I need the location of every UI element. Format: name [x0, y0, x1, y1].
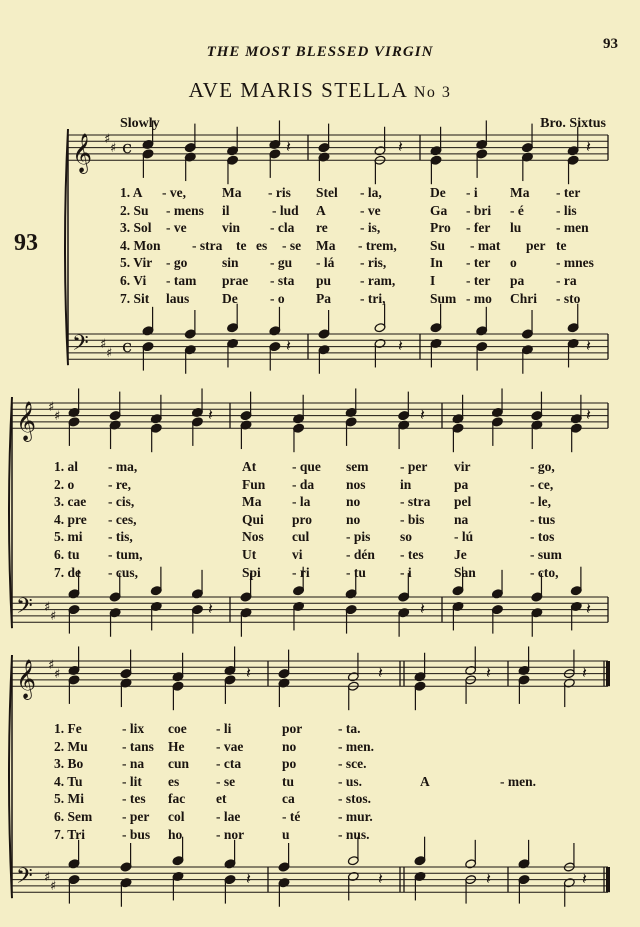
- lyric-syllable: - té: [282, 809, 301, 824]
- lyric-syllable: - tis,: [108, 529, 133, 545]
- system-3-bass-rest: 𝄽: [582, 869, 587, 888]
- lyric-syllable: - sce.: [338, 756, 367, 772]
- system-2-rest: 𝄽: [208, 405, 213, 424]
- lyric-syllable: - gu: [270, 255, 293, 271]
- lyric-syllable: po: [282, 756, 297, 772]
- lyric-syllable: pu: [316, 273, 332, 288]
- lyric-syllable: - tum,: [108, 547, 143, 562]
- lyric-syllable: 7. Tri: [54, 826, 86, 842]
- system-3-bass-rest: 𝄽: [486, 869, 491, 888]
- lyric-syllable: na: [454, 511, 469, 527]
- lyric-syllable: - pis: [346, 529, 371, 545]
- lyric-syllable: - go: [166, 255, 188, 271]
- lyric-syllable: - na: [122, 756, 145, 772]
- lyric-syllable: 3. cae: [54, 494, 87, 510]
- running-title: THE MOST BLESSED VIRGIN: [206, 44, 434, 60]
- lyric-syllable: - la,: [360, 185, 382, 200]
- lyric-syllable: - que: [292, 459, 321, 474]
- system-2-bass-rest: 𝄽: [586, 599, 591, 618]
- lyric-syllable: - é: [510, 202, 524, 218]
- system-2-rest: 𝄽: [586, 405, 591, 424]
- tempo-marking: Slowly: [120, 116, 160, 131]
- lyric-syllable: il: [222, 202, 230, 218]
- system-3-rest: 𝄽: [246, 663, 251, 682]
- lyric-syllable: sem: [346, 459, 369, 474]
- system-2-rest: 𝄽: [420, 405, 425, 424]
- system-1-bass-sharp-f: ♯: [100, 337, 107, 352]
- lyric-syllable: laus: [166, 290, 190, 306]
- system-1-rest: 𝄽: [398, 137, 403, 156]
- lyric-syllable: u: [282, 826, 290, 842]
- lyric-syllable: - per: [122, 809, 150, 824]
- lyric-syllable: pel: [454, 494, 472, 510]
- lyric-syllable: - cis,: [108, 494, 135, 510]
- system-2-bass-rest: 𝄽: [208, 599, 213, 618]
- lyric-syllable: 6. Vi: [120, 273, 147, 288]
- lyric-syllable: sin: [222, 255, 239, 271]
- lyric-syllable: - i: [466, 185, 478, 200]
- lyric-syllable: - sta: [270, 273, 295, 288]
- lyric-syllable: - tam: [166, 273, 197, 288]
- lyric-syllable: - ra: [556, 273, 577, 288]
- lyric-syllable: - ter: [556, 185, 581, 200]
- system-1-sharp-f: ♯: [104, 132, 111, 147]
- lyric-syllable: - ter: [466, 255, 491, 271]
- lyric-syllable: 4. Tu: [54, 773, 83, 789]
- lyric-syllable: - mur.: [338, 809, 373, 824]
- lyric-syllable: - se: [216, 773, 236, 789]
- lyric-syllable: Spi: [242, 564, 261, 580]
- lyric-syllable: - ris: [268, 185, 291, 200]
- lyric-syllable: - mnes: [556, 255, 594, 271]
- lyric-syllable: - o: [270, 290, 285, 306]
- lyric-syllable: por: [282, 721, 303, 736]
- system-1-bass-time-signature: c: [122, 336, 133, 357]
- lyric-syllable: Pa: [316, 290, 331, 306]
- lyric-syllable: - lá: [316, 255, 335, 271]
- lyric-syllable: fac: [168, 791, 186, 807]
- lyric-syllable: 2. Mu: [54, 738, 88, 754]
- lyric-syllable: - nus.: [338, 826, 370, 842]
- lyric-syllable: - lud: [272, 202, 299, 218]
- lyric-syllable: ho: [168, 826, 183, 842]
- lyric-syllable: Qui: [242, 511, 264, 527]
- lyric-syllable: 5. mi: [54, 529, 83, 545]
- lyric-syllable: - nor: [216, 826, 245, 842]
- system-1-rest: 𝄽: [586, 137, 591, 156]
- lyric-syllable: - li: [216, 721, 232, 736]
- lyric-syllable: 2. Su: [120, 202, 149, 218]
- lyric-syllable: Je: [454, 547, 467, 562]
- lyric-syllable: - stos.: [338, 791, 371, 807]
- lyric-syllable: - ve: [166, 220, 187, 236]
- lyric-syllable: vir: [454, 459, 471, 474]
- lyric-syllable: 1. Fe: [54, 721, 82, 736]
- system-3-bass-sharp-c: ♯: [50, 879, 57, 894]
- lyric-syllable: so: [400, 529, 413, 545]
- lyric-syllable: te: [556, 237, 567, 253]
- lyric-syllable: - bri: [466, 202, 492, 218]
- lyric-syllable: coe: [168, 721, 187, 736]
- system-2-bass-clef: 𝄢: [16, 594, 33, 624]
- lyric-syllable: es: [168, 773, 180, 789]
- lyric-syllable: - men: [556, 220, 589, 236]
- lyric-syllable: In: [430, 255, 443, 271]
- lyric-syllable: 1. A: [120, 185, 143, 200]
- lyric-syllable: At: [242, 459, 257, 474]
- amen-syllable: - men.: [500, 773, 536, 789]
- lyric-syllable: Ma: [222, 185, 242, 200]
- system-3-bass-sharp-f: ♯: [44, 870, 51, 885]
- lyric-syllable: - cto,: [530, 564, 559, 580]
- system-1-bass-clef: 𝄢: [72, 331, 89, 361]
- lyric-syllable: 6. tu: [54, 547, 80, 562]
- lyric-syllable: - mat: [470, 237, 501, 253]
- lyric-syllable: - ram,: [360, 273, 396, 288]
- lyric-syllable: - sto: [556, 290, 581, 306]
- lyric-syllable: - trem,: [358, 237, 397, 253]
- lyric-syllable: Pro: [430, 220, 451, 236]
- amen-syllable: A: [420, 773, 430, 789]
- lyric-syllable: - da: [292, 476, 315, 492]
- lyric-syllable: - la: [292, 494, 311, 510]
- lyric-syllable: o: [510, 255, 517, 271]
- lyric-syllable: - bus: [122, 826, 151, 842]
- hymn-number: 93: [14, 230, 38, 256]
- lyric-syllable: no: [346, 511, 361, 527]
- lyric-syllable: - us.: [338, 773, 363, 789]
- lyric-syllable: 6. Sem: [54, 809, 93, 824]
- lyric-syllable: - tes: [122, 791, 146, 807]
- system-3-treble-clef: 𝄞: [16, 659, 37, 699]
- lyric-syllable: te: [236, 237, 247, 253]
- lyric-syllable: - ve,: [162, 185, 186, 200]
- lyric-syllable: ca: [282, 791, 295, 807]
- lyric-syllable: He: [168, 738, 185, 754]
- lyric-syllable: cun: [168, 756, 190, 772]
- lyric-syllable: San: [454, 564, 476, 580]
- system-1-treble-clef: 𝄞: [72, 133, 93, 173]
- lyric-syllable: - ri: [292, 564, 310, 580]
- lyric-syllable: A: [316, 202, 326, 218]
- lyric-syllable: - cus,: [108, 564, 138, 580]
- lyric-syllable: no: [282, 738, 297, 754]
- system-1-rest: 𝄽: [286, 137, 291, 156]
- system-3-sharp-f: ♯: [48, 658, 55, 673]
- lyric-syllable: Su: [430, 237, 446, 253]
- lyric-syllable: nos: [346, 476, 366, 492]
- system-3-sharp-c: ♯: [54, 667, 61, 682]
- lyric-syllable: - vae: [216, 738, 244, 754]
- hymn-title-text: AVE MARIS STELLA: [188, 78, 408, 102]
- lyric-syllable: - ve: [360, 202, 381, 218]
- system-3-bass-rest: 𝄽: [246, 869, 251, 888]
- lyric-syllable: vi: [292, 547, 303, 562]
- lyric-syllable: - tri,: [360, 290, 386, 306]
- lyric-syllable: 4. pre: [54, 511, 87, 527]
- lyric-syllable: 5. Mi: [54, 791, 84, 807]
- hymn-title-number: No 3: [413, 84, 452, 101]
- lyric-syllable: es: [256, 237, 268, 253]
- lyric-syllable: re: [316, 220, 328, 236]
- lyric-syllable: pa: [510, 273, 525, 288]
- system-2-sharp-f: ♯: [48, 400, 55, 415]
- system-1-sharp-c: ♯: [110, 141, 117, 156]
- lyric-syllable: Ga: [430, 202, 448, 218]
- lyric-syllable: - ces,: [108, 511, 137, 527]
- lyric-syllable: Ma: [242, 494, 262, 510]
- lyric-syllable: De: [222, 290, 238, 306]
- lyric-syllable: - cta: [216, 756, 242, 772]
- lyric-syllable: 2. o: [54, 476, 75, 492]
- lyric-syllable: 7. Sit: [120, 290, 150, 306]
- lyric-syllable: in: [400, 476, 412, 492]
- lyric-syllable: - le,: [530, 494, 551, 510]
- lyric-syllable: - tos: [530, 529, 555, 545]
- lyric-syllable: - tes: [400, 547, 424, 562]
- lyric-syllable: Chri: [510, 290, 537, 306]
- system-3-rest: 𝄽: [378, 663, 383, 682]
- lyric-syllable: col: [168, 809, 185, 824]
- lyric-syllable: - mo: [466, 290, 492, 306]
- lyric-syllable: - men.: [338, 738, 374, 754]
- lyric-syllable: - ris,: [360, 255, 387, 271]
- system-2-treble-clef: 𝄞: [16, 401, 37, 441]
- system-2-sharp-c: ♯: [54, 409, 61, 424]
- lyric-syllable: lu: [510, 220, 522, 236]
- lyric-syllable: vin: [222, 220, 241, 236]
- lyric-syllable: 3. Bo: [54, 756, 84, 772]
- lyric-syllable: - is,: [360, 220, 381, 236]
- system-1-bass-rest: 𝄽: [398, 336, 403, 355]
- lyric-syllable: - ta.: [338, 721, 361, 736]
- lyric-syllable: 1. al: [54, 459, 79, 474]
- system-3-rest: 𝄽: [582, 663, 587, 682]
- lyric-syllable: Fun: [242, 476, 266, 492]
- lyric-syllable: - lú: [454, 529, 474, 545]
- system-1-bass-rest: 𝄽: [286, 336, 291, 355]
- lyric-syllable: 3. Sol: [120, 220, 152, 236]
- lyric-syllable: pro: [292, 511, 313, 527]
- lyric-syllable: - bis: [400, 511, 425, 527]
- lyric-syllable: - stra: [400, 494, 431, 510]
- system-1-bass-rest: 𝄽: [586, 336, 591, 355]
- lyric-syllable: Ut: [242, 547, 257, 562]
- lyric-syllable: I: [430, 273, 436, 288]
- lyric-syllable: De: [430, 185, 446, 200]
- lyric-syllable: 4. Mon: [120, 237, 161, 253]
- lyric-syllable: et: [216, 791, 227, 807]
- lyric-syllable: - tans: [122, 738, 154, 754]
- lyric-syllable: prae: [222, 273, 249, 288]
- system-2-bass-sharp-f: ♯: [44, 600, 51, 615]
- lyric-syllable: 5. Vir: [120, 255, 153, 271]
- lyric-syllable: pa: [454, 476, 469, 492]
- lyric-syllable: - sum: [530, 547, 562, 562]
- lyric-syllable: tu: [282, 773, 295, 789]
- system-1-bass-sharp-c: ♯: [106, 346, 113, 361]
- lyric-syllable: cul: [292, 529, 310, 545]
- lyric-syllable: - dén: [346, 547, 375, 562]
- composer-credit: Bro. Sixtus: [540, 116, 606, 131]
- lyric-syllable: - ma,: [108, 459, 138, 474]
- lyric-syllable: per: [526, 237, 546, 253]
- lyric-syllable: - ter: [466, 273, 491, 288]
- lyric-syllable: - se: [282, 237, 302, 253]
- lyric-syllable: - i: [400, 564, 412, 580]
- system-3-bass-clef: 𝄢: [16, 864, 33, 894]
- lyric-syllable: no: [346, 494, 361, 510]
- lyric-syllable: - go,: [530, 459, 555, 474]
- lyric-syllable: 7. de: [54, 564, 81, 580]
- lyric-syllable: - tu: [346, 564, 366, 580]
- lyric-syllable: - lit: [122, 773, 142, 789]
- system-3-rest: 𝄽: [486, 663, 491, 682]
- lyric-syllable: - re,: [108, 476, 131, 492]
- lyric-syllable: Ma: [316, 237, 336, 253]
- lyric-syllable: Stel: [316, 185, 338, 200]
- system-1-time-signature: c: [122, 137, 133, 158]
- lyric-syllable: - lis: [556, 202, 577, 218]
- system-3-bass-rest: 𝄽: [378, 869, 383, 888]
- lyric-syllable: - cla: [270, 220, 295, 236]
- lyric-syllable: - lix: [122, 721, 145, 736]
- lyric-syllable: - mens: [166, 202, 204, 218]
- system-2-bass-sharp-c: ♯: [50, 609, 57, 624]
- lyric-syllable: - fer: [466, 220, 491, 236]
- lyric-syllable: - ce,: [530, 476, 554, 492]
- page-number: 93: [603, 36, 618, 52]
- lyric-syllable: Nos: [242, 529, 264, 545]
- lyric-syllable: - tus: [530, 511, 556, 527]
- lyric-syllable: Ma: [510, 185, 530, 200]
- lyric-syllable: - lae: [216, 809, 241, 824]
- system-2-bass-rest: 𝄽: [420, 599, 425, 618]
- lyric-syllable: - stra: [192, 237, 223, 253]
- lyric-syllable: - per: [400, 459, 428, 474]
- lyric-syllable: Sum: [430, 290, 457, 306]
